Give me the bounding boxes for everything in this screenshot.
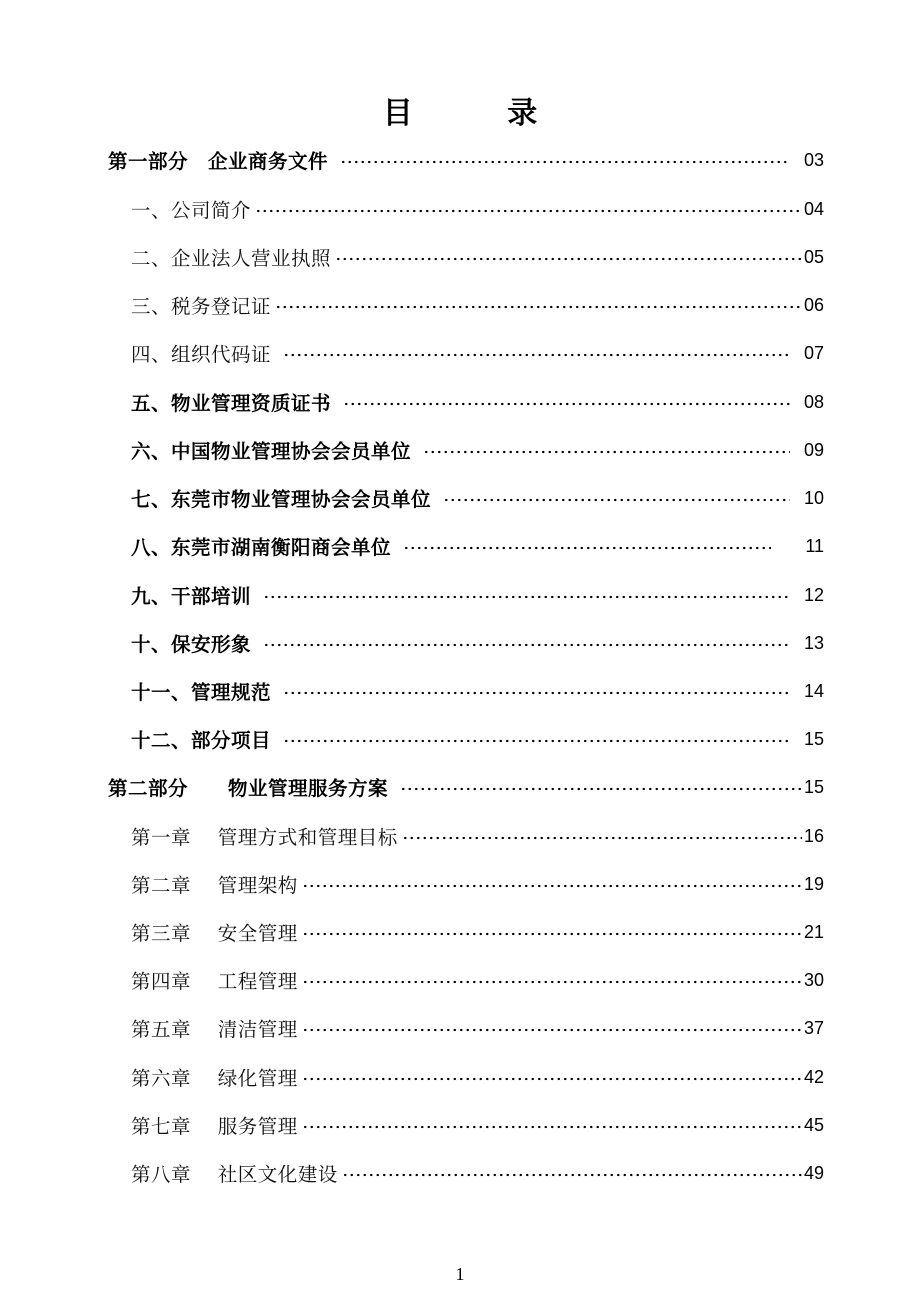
toc-entry-page: 49: [803, 1162, 824, 1183]
dot-leader: [302, 932, 802, 936]
dot-leader: [263, 595, 790, 599]
dot-leader: [302, 1077, 802, 1081]
toc-entry[interactable]: [131, 531, 824, 561]
dot-leader: [302, 1125, 802, 1129]
toc-entry-label: 一、公司简介: [131, 199, 252, 222]
toc-entry-page: 19: [803, 873, 824, 894]
toc-entry-page: 15: [803, 728, 824, 749]
toc-entry[interactable]: [131, 194, 824, 224]
toc-entry-page: 11: [805, 535, 824, 556]
toc-entry-label: 四、组织代码证: [131, 343, 272, 366]
toc-entry-label: 第三章 安全管理: [131, 922, 298, 945]
toc-entry-part-1[interactable]: [108, 145, 824, 175]
dot-leader: [275, 305, 802, 309]
toc-entry-label: 第一部分 企业商务文件: [108, 150, 329, 173]
toc-entry[interactable]: [131, 724, 824, 754]
toc-entry-page: 16: [803, 825, 824, 846]
toc-entry-page: 07: [803, 342, 824, 363]
toc-entry-label: 九、干部培训: [131, 585, 252, 608]
toc-entry[interactable]: [131, 965, 824, 995]
toc-entry-page: 12: [803, 584, 824, 605]
dot-leader: [283, 353, 790, 357]
toc-entry-page: 10: [803, 487, 824, 508]
toc-entry-page: 15: [803, 776, 824, 797]
toc-entry-label: 第四章 工程管理: [131, 970, 298, 993]
toc-entry[interactable]: [131, 676, 824, 706]
toc-entry-label: 第二部分 物业管理服务方案: [108, 777, 389, 800]
toc-entry-label: 第六章 绿化管理: [131, 1067, 298, 1090]
toc-entry-page: 14: [803, 680, 824, 701]
toc-entry-page: 06: [803, 294, 824, 315]
toc-entry-label: 二、企业法人营业执照: [131, 247, 332, 270]
toc-entry-part-2[interactable]: [108, 772, 824, 802]
dot-leader: [335, 257, 802, 261]
dot-leader: [302, 980, 802, 984]
toc-entry[interactable]: [131, 483, 824, 513]
dot-leader: [423, 450, 790, 454]
toc-entry-page: 42: [803, 1066, 824, 1087]
dot-leader: [283, 691, 790, 695]
toc-entry-label: 第五章 清洁管理: [131, 1018, 298, 1041]
toc-entry-page: 13: [803, 632, 824, 653]
toc-entry[interactable]: [131, 1062, 824, 1092]
toc-entry-page: 37: [803, 1017, 824, 1038]
toc-entry-label: 三、税务登记证: [131, 295, 272, 318]
toc-entry[interactable]: [131, 338, 824, 368]
dot-leader: [263, 643, 790, 647]
toc-entry-label: 第八章 社区文化建设: [131, 1163, 338, 1186]
toc-entry-page: 45: [803, 1114, 824, 1135]
toc-entry[interactable]: [131, 821, 824, 851]
dot-leader: [302, 1028, 802, 1032]
toc-entry-page: 21: [803, 921, 824, 942]
toc-entry-label: 十一、管理规范: [131, 681, 272, 704]
dot-leader: [403, 546, 771, 550]
toc-entry[interactable]: [131, 580, 824, 610]
page-number: 1: [455, 1264, 465, 1284]
toc-entry-page: 09: [803, 439, 824, 460]
toc-entry-label: 第二章 管理架构: [131, 874, 298, 897]
toc-entry-label: 十二、部分项目: [131, 729, 272, 752]
toc-entry[interactable]: [131, 869, 824, 899]
toc-entry[interactable]: [131, 242, 824, 272]
toc-entry[interactable]: [131, 1013, 824, 1043]
toc-entry-label: 第一章 管理方式和管理目标: [131, 826, 398, 849]
toc-entry-label: 八、东莞市湖南衡阳商会单位: [131, 536, 392, 559]
toc-entry-page: 05: [803, 246, 824, 267]
toc-entry[interactable]: [131, 917, 824, 947]
toc-entry-label: 五、物业管理资质证书: [131, 392, 332, 415]
toc-entry[interactable]: [131, 387, 824, 417]
toc-entry[interactable]: [131, 1110, 824, 1140]
dot-leader: [402, 836, 802, 840]
toc-entry[interactable]: [131, 628, 824, 658]
toc-entry-page: 04: [803, 198, 824, 219]
dot-leader: [302, 884, 802, 888]
toc-entry[interactable]: [131, 435, 824, 465]
toc-entry-label: 第七章 服务管理: [131, 1115, 298, 1138]
dot-leader: [342, 1173, 802, 1177]
toc-entry[interactable]: [131, 290, 824, 320]
toc-entry[interactable]: [131, 1158, 824, 1188]
dot-leader: [443, 498, 790, 502]
dot-leader: [283, 739, 790, 743]
dot-leader: [255, 209, 802, 213]
toc-entry-label: 十、保安形象: [131, 633, 252, 656]
toc-entry-page: 30: [803, 969, 824, 990]
page-title: 目 录: [382, 96, 580, 131]
dot-leader: [343, 402, 790, 406]
dot-leader: [400, 787, 802, 791]
toc-entry-page: 08: [803, 391, 824, 412]
toc-entry-page: 03: [803, 149, 824, 170]
dot-leader: [340, 160, 790, 164]
toc-entry-label: 七、东莞市物业管理协会会员单位: [131, 488, 432, 511]
toc-entry-label: 六、中国物业管理协会会员单位: [131, 440, 412, 463]
